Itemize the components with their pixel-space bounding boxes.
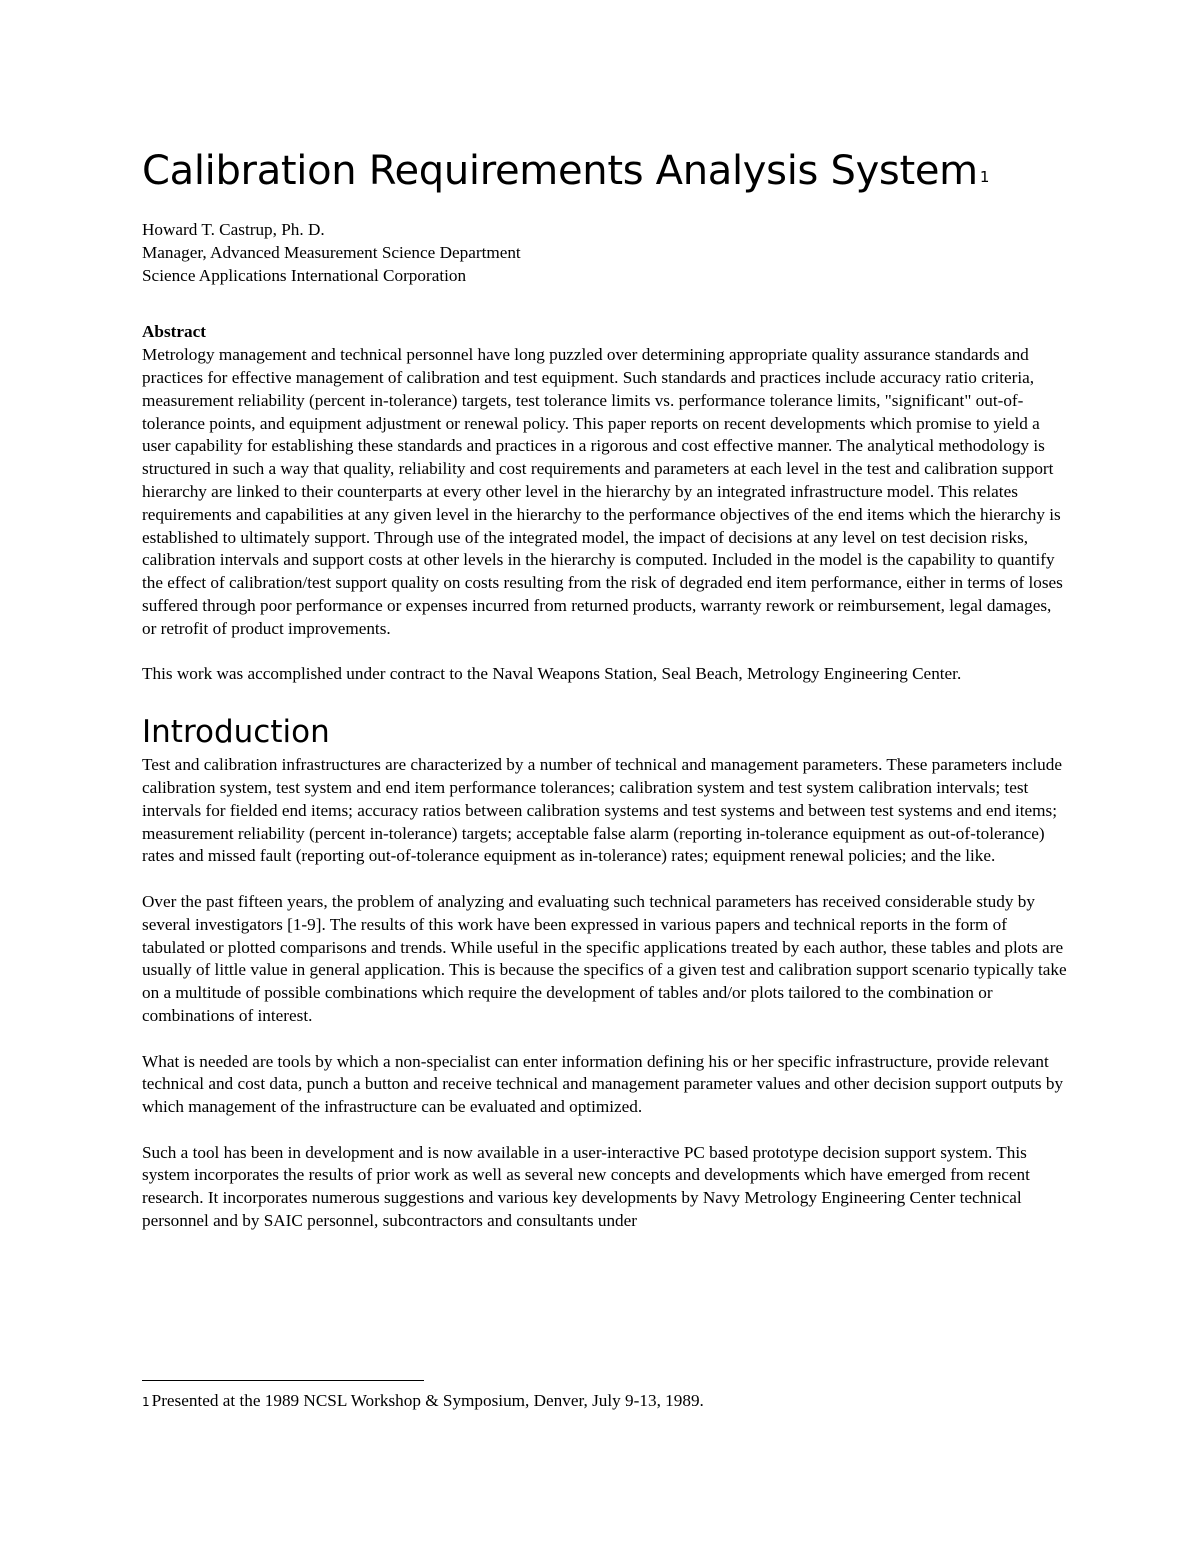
introduction-paragraph: Test and calibration infrastructures are characterized by a number of technical and management parameters. These parameters include calibration system, test system and end item performance tolerances; calibration system and test system calibration intervals; test intervals for fielded end items; accuracy ratios between calibration systems and test systems and between test systems and end items; measurement reliability (percent in-tolerance) targets; acceptable false alarm (reporting in-tolerance equipment as out-of-tolerance) rates and missed fault (reporting out-of-tolerance equipment as in-tolerance) rates; equipment renewal policies; and the like. (142, 755, 1062, 866)
introduction-paragraph: Such a tool has been in development and is now available in a user-interactive PC based prototype decision support system. This system incorporates the results of prior work as well as several new concepts and developments which have emerged from recent research. It incorporates numerous suggestions and various key developments by Navy Metrology Engineering Center technical personnel and by SAIC personnel, subcontractors and consultants under (142, 1142, 1030, 1231)
author-block (142, 219, 1067, 287)
author-organization: Science Applications International Corporation (142, 265, 467, 285)
paper-title-text: Calibration Requirements Analysis System (142, 148, 978, 194)
author-position: Manager, Advanced Measurement Science Department (142, 242, 521, 262)
section-heading-introduction: Introduction (142, 714, 330, 751)
footnote-marker: 1 (142, 1395, 150, 1409)
paper-body (142, 145, 1067, 1233)
introduction-paragraph: What is needed are tools by which a non-specialist can enter information defining his or her specific infrastructure, provide relevant technical and cost data, punch a button and receive technical and management parameter values and other decision support outputs by which management of the infrastructure can be evaluated and optimized. (142, 1051, 1064, 1117)
footnote-separator (142, 1380, 424, 1381)
introduction-paragraph: Over the past fifteen years, the problem of analyzing and evaluating such technical parameters has received considerable study by several investigators [1-9]. The results of this work have been expressed in various papers and technical reports in the form of tabulated or plotted comparisons and trends. While useful in the specific applications treated by each author, these tables and plots are usually of little value in general application. This is because the specifics of a given test and calibration support scenario typically take on a multitude of possible combinations which require the development of tables and/or plots tailored to the combination or combinations of interest. (142, 891, 1067, 1025)
footnote-text: Presented at the 1989 NCSL Workshop & Symposium, Denver, July 9-13, 1989. (151, 1391, 704, 1410)
abstract-paragraph: This work was accomplished under contract to the Naval Weapons Station, Seal Beach, Metrology Engineering Center. (142, 664, 962, 684)
footnote (142, 1390, 1067, 1412)
abstract-paragraph: Metrology management and technical personnel have long puzzled over determining appropriate quality assurance standards and practices for effective management of calibration and test equipment. Such standards and practices include accuracy ratio criteria, measurement reliability (percent in-tolerance) targets, test tolerance limits vs. performance tolerance limits, "significant" out-of-tolerance points, and equipment adjustment or renewal policy. This paper reports on recent developments which promise to yield a user capability for establishing these standards and practices in a rigorous and cost effective manner. The analytical methodology is structured in such a way that quality, reliability and cost requirements and parameters at each level in the test and calibration support hierarchy are linked to their counterparts at every other level in the hierarchy by an integrated infrastructure model. This relates requirements and capabilities at any given level in the hierarchy to the performance objectives of the end items which the hierarchy is established to ultimately support. Through use of the integrated model, the impact of decisions at any level on test decision risks, calibration intervals and support costs at other levels in the hierarchy is computed. Included in the model is the capability to quantify the effect of calibration/test support quality on costs resulting from the risk of degraded end item performance, either in terms of loses suffered through poor performance or expenses incurred from returned products, warranty rework or reimbursement, legal damages, or retrofit of product improvements. (142, 345, 1063, 638)
title-footnote-marker: 1 (979, 168, 990, 186)
author-name: Howard T. Castrup, Ph. D. (142, 220, 325, 239)
abstract-heading: Abstract (142, 322, 206, 342)
paper-title (142, 145, 1067, 197)
